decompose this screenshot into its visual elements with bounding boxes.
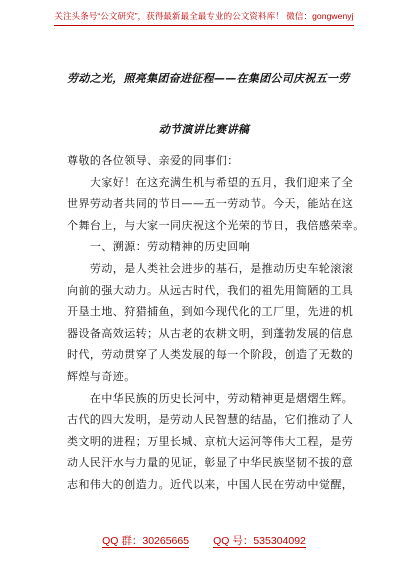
footer-contact xyxy=(0,533,408,548)
footer-qq-group: QQ 群：30265665 xyxy=(102,535,190,547)
body-line: 志和伟大的创造力。近代以来，中国人民在劳动中觉醒， xyxy=(67,477,354,491)
banner-text: 关注头条号“公文研究”，获得最新最全最专业的公文资料库！ 微信：gongwenyj xyxy=(54,10,353,26)
body-line: 开垦土地、狩猎捕鱼，到如今现代化的工厂里，先进的机 xyxy=(67,305,354,319)
document-title-line-1: 劳动之光，照亮集团奋进征程——在集团公司庆祝五一劳 xyxy=(67,72,350,85)
body-line: 器设备高效运转；从古老的农耕文明，到蓬勃发展的信息 xyxy=(67,326,354,340)
body-line: 类文明的进程；万里长城、京杭大运河等伟大工程，是劳 xyxy=(67,434,354,448)
section-heading: 一、溯源：劳动精神的历史回响 xyxy=(67,240,251,254)
body-line: 时代，劳动贯穿了人类发展的每一个阶段，创造了无数的 xyxy=(67,348,354,362)
body-line: 大家好！在这充满生机与希望的五月，我们迎来了全 xyxy=(67,175,354,189)
document-body xyxy=(67,150,365,496)
salutation-line: 尊敬的各位领导、亲爱的同事们： xyxy=(67,154,239,167)
body-line: 古代的四大发明，是劳动人民智慧的结晶，它们推动了人 xyxy=(67,413,354,427)
header-banner xyxy=(0,4,408,26)
body-line: 辉煌与奇迹。 xyxy=(67,369,136,383)
footer-qq-number: QQ 号：535304092 xyxy=(213,535,306,547)
document-title-line-2: 动节演讲比赛讲稿 xyxy=(158,123,250,136)
body-line: 向前的强大动力。从远古时代，我们的祖先用简陋的工具 xyxy=(67,283,354,297)
body-line: 动人民汗水与力量的见证，彰显了中华民族坚韧不拔的意 xyxy=(67,456,354,470)
body-line: 个舞台上，与大家一同庆祝这个光荣的节日，我倍感荣幸。 xyxy=(67,218,365,232)
body-line: 在中华民族的历史长河中，劳动精神更是熠熠生辉。 xyxy=(67,391,354,405)
body-line: 世界劳动者共同的节日——五一劳动节。今天，能站在这 xyxy=(67,197,354,211)
body-line: 劳动，是人类社会进步的基石，是推动历史车轮滚滚 xyxy=(67,261,354,275)
